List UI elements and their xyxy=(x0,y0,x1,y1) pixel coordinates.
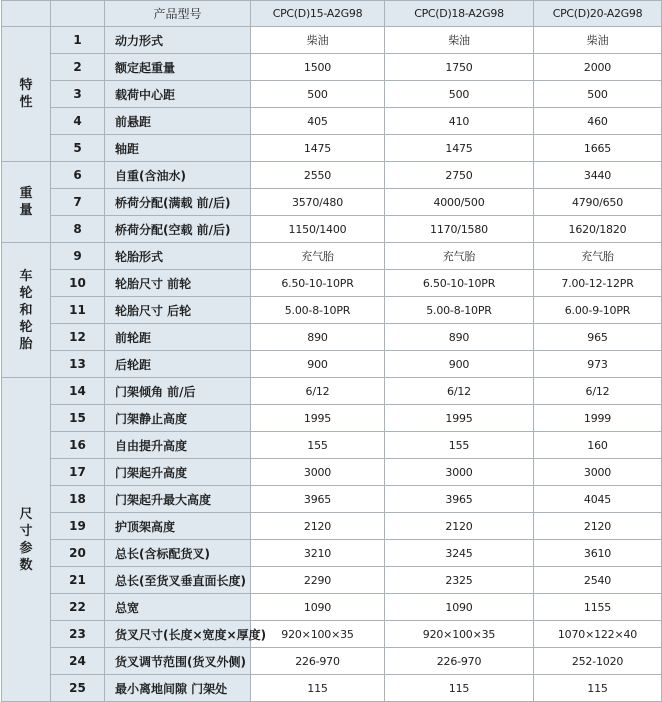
item-label: 轴距 xyxy=(105,135,251,162)
value-cell-model-2: 2750 xyxy=(385,162,534,189)
value-cell-model-1: 6/12 xyxy=(251,378,385,405)
value-cell-model-1: 920×100×35 xyxy=(251,621,385,648)
value-cell-model-1: 115 xyxy=(251,675,385,702)
category-cell xyxy=(2,378,51,702)
row-number: 3 xyxy=(51,81,105,108)
item-label: 轮胎尺寸 前轮 xyxy=(105,270,251,297)
item-label: 动力形式 xyxy=(105,27,251,54)
item-label: 后轮距 xyxy=(105,351,251,378)
value-cell-model-2: 115 xyxy=(385,675,534,702)
value-cell-model-3: 1620/1820 xyxy=(534,216,662,243)
spec-table xyxy=(1,0,662,702)
item-label: 总长(至货叉垂直面长度) xyxy=(105,567,251,594)
value-cell-model-2: 920×100×35 xyxy=(385,621,534,648)
row-number: 13 xyxy=(51,351,105,378)
value-cell-model-1: 500 xyxy=(251,81,385,108)
header-number-cell xyxy=(51,1,105,27)
table-row xyxy=(2,378,662,405)
value-cell-model-3: 3000 xyxy=(534,459,662,486)
value-cell-model-3: 2540 xyxy=(534,567,662,594)
value-cell-model-2: 155 xyxy=(385,432,534,459)
value-cell-model-2: 1995 xyxy=(385,405,534,432)
value-cell-model-1: 2120 xyxy=(251,513,385,540)
value-cell-model-2: 890 xyxy=(385,324,534,351)
row-number: 2 xyxy=(51,54,105,81)
value-cell-model-1: 3000 xyxy=(251,459,385,486)
row-number: 5 xyxy=(51,135,105,162)
item-label: 护顶架高度 xyxy=(105,513,251,540)
value-cell-model-2: 1475 xyxy=(385,135,534,162)
value-cell-model-1: 3965 xyxy=(251,486,385,513)
table-row xyxy=(2,513,662,540)
table-row xyxy=(2,270,662,297)
value-cell-model-2: 柴油 xyxy=(385,27,534,54)
table-row xyxy=(2,135,662,162)
row-number: 4 xyxy=(51,108,105,135)
table-row xyxy=(2,594,662,621)
item-label: 总宽 xyxy=(105,594,251,621)
category-label: 尺寸参数 xyxy=(19,506,33,573)
row-number: 17 xyxy=(51,459,105,486)
item-label: 轮胎尺寸 后轮 xyxy=(105,297,251,324)
value-cell-model-1: 155 xyxy=(251,432,385,459)
row-number: 21 xyxy=(51,567,105,594)
category-label: 车轮和轮胎 xyxy=(19,268,33,352)
value-cell-model-3: 973 xyxy=(534,351,662,378)
item-label: 额定起重量 xyxy=(105,54,251,81)
value-cell-model-3: 6.00-9-10PR xyxy=(534,297,662,324)
item-label: 货叉尺寸(长度×宽度×厚度) xyxy=(105,621,251,648)
value-cell-model-3: 充气胎 xyxy=(534,243,662,270)
value-cell-model-2: 1750 xyxy=(385,54,534,81)
table-row xyxy=(2,243,662,270)
item-label: 轮胎形式 xyxy=(105,243,251,270)
row-number: 22 xyxy=(51,594,105,621)
value-cell-model-3: 160 xyxy=(534,432,662,459)
category-cell xyxy=(2,243,51,378)
value-cell-model-3: 3610 xyxy=(534,540,662,567)
value-cell-model-2: 充气胎 xyxy=(385,243,534,270)
item-label: 门架倾角 前/后 xyxy=(105,378,251,405)
item-label: 货叉调节范围(货叉外侧) xyxy=(105,648,251,675)
table-row xyxy=(2,351,662,378)
value-cell-model-2: 226-970 xyxy=(385,648,534,675)
value-cell-model-2: 5.00-8-10PR xyxy=(385,297,534,324)
value-cell-model-3: 965 xyxy=(534,324,662,351)
value-cell-model-1: 5.00-8-10PR xyxy=(251,297,385,324)
item-label: 桥荷分配(空载 前/后) xyxy=(105,216,251,243)
table-row xyxy=(2,216,662,243)
row-number: 16 xyxy=(51,432,105,459)
header-model-2: CPC(D)18-A2G98 xyxy=(385,1,534,27)
value-cell-model-1: 1995 xyxy=(251,405,385,432)
value-cell-model-1: 2550 xyxy=(251,162,385,189)
table-row xyxy=(2,432,662,459)
table-row xyxy=(2,189,662,216)
category-cell xyxy=(2,27,51,162)
header-model-1: CPC(D)15-A2G98 xyxy=(251,1,385,27)
value-cell-model-1: 1475 xyxy=(251,135,385,162)
item-label: 自由提升高度 xyxy=(105,432,251,459)
value-cell-model-3: 3440 xyxy=(534,162,662,189)
value-cell-model-1: 充气胎 xyxy=(251,243,385,270)
value-cell-model-1: 6.50-10-10PR xyxy=(251,270,385,297)
value-cell-model-2: 1170/1580 xyxy=(385,216,534,243)
row-number: 24 xyxy=(51,648,105,675)
category-label: 特性 xyxy=(19,78,33,110)
table-row xyxy=(2,459,662,486)
row-number: 12 xyxy=(51,324,105,351)
value-cell-model-1: 405 xyxy=(251,108,385,135)
value-cell-model-1: 3570/480 xyxy=(251,189,385,216)
table-row xyxy=(2,648,662,675)
item-label: 门架起升最大高度 xyxy=(105,486,251,513)
table-row xyxy=(2,540,662,567)
table-row xyxy=(2,108,662,135)
table-row xyxy=(2,297,662,324)
value-cell-model-3: 460 xyxy=(534,108,662,135)
header-corner xyxy=(2,1,51,27)
row-number: 8 xyxy=(51,216,105,243)
row-number: 14 xyxy=(51,378,105,405)
row-number: 19 xyxy=(51,513,105,540)
row-number: 25 xyxy=(51,675,105,702)
value-cell-model-3: 6/12 xyxy=(534,378,662,405)
value-cell-model-3: 1665 xyxy=(534,135,662,162)
row-number: 6 xyxy=(51,162,105,189)
item-label: 总长(含标配货叉) xyxy=(105,540,251,567)
value-cell-model-3: 1070×122×40 xyxy=(534,621,662,648)
item-label: 门架静止高度 xyxy=(105,405,251,432)
value-cell-model-1: 1090 xyxy=(251,594,385,621)
value-cell-model-3: 500 xyxy=(534,81,662,108)
value-cell-model-2: 3965 xyxy=(385,486,534,513)
table-row xyxy=(2,54,662,81)
item-label: 自重(含油水) xyxy=(105,162,251,189)
table-row xyxy=(2,81,662,108)
value-cell-model-3: 4045 xyxy=(534,486,662,513)
item-label: 前悬距 xyxy=(105,108,251,135)
value-cell-model-2: 2120 xyxy=(385,513,534,540)
category-cell xyxy=(2,162,51,243)
row-number: 9 xyxy=(51,243,105,270)
table-body xyxy=(2,27,662,702)
value-cell-model-1: 1150/1400 xyxy=(251,216,385,243)
value-cell-model-2: 900 xyxy=(385,351,534,378)
value-cell-model-2: 6.50-10-10PR xyxy=(385,270,534,297)
row-number: 1 xyxy=(51,27,105,54)
item-label: 桥荷分配(满载 前/后) xyxy=(105,189,251,216)
row-number: 18 xyxy=(51,486,105,513)
table-row xyxy=(2,27,662,54)
value-cell-model-3: 柴油 xyxy=(534,27,662,54)
value-cell-model-2: 500 xyxy=(385,81,534,108)
row-number: 7 xyxy=(51,189,105,216)
value-cell-model-1: 890 xyxy=(251,324,385,351)
value-cell-model-3: 4790/650 xyxy=(534,189,662,216)
row-number: 23 xyxy=(51,621,105,648)
item-label: 门架起升高度 xyxy=(105,459,251,486)
value-cell-model-1: 900 xyxy=(251,351,385,378)
value-cell-model-1: 226-970 xyxy=(251,648,385,675)
value-cell-model-3: 2120 xyxy=(534,513,662,540)
value-cell-model-2: 410 xyxy=(385,108,534,135)
value-cell-model-3: 1155 xyxy=(534,594,662,621)
value-cell-model-2: 3245 xyxy=(385,540,534,567)
value-cell-model-2: 6/12 xyxy=(385,378,534,405)
row-number: 10 xyxy=(51,270,105,297)
value-cell-model-3: 252-1020 xyxy=(534,648,662,675)
item-label: 载荷中心距 xyxy=(105,81,251,108)
value-cell-model-3: 115 xyxy=(534,675,662,702)
value-cell-model-2: 3000 xyxy=(385,459,534,486)
value-cell-model-1: 柴油 xyxy=(251,27,385,54)
table-row xyxy=(2,675,662,702)
value-cell-model-1: 1500 xyxy=(251,54,385,81)
table-row xyxy=(2,405,662,432)
value-cell-model-3: 7.00-12-12PR xyxy=(534,270,662,297)
header-label: 产品型号 xyxy=(105,1,251,27)
table-row xyxy=(2,324,662,351)
table-row xyxy=(2,567,662,594)
row-number: 15 xyxy=(51,405,105,432)
category-label: 重量 xyxy=(19,186,33,218)
value-cell-model-2: 2325 xyxy=(385,567,534,594)
value-cell-model-1: 3210 xyxy=(251,540,385,567)
header-model-3: CPC(D)20-A2G98 xyxy=(534,1,662,27)
item-label: 前轮距 xyxy=(105,324,251,351)
item-label: 最小离地间隙 门架处 xyxy=(105,675,251,702)
header-row xyxy=(2,1,662,27)
value-cell-model-3: 1999 xyxy=(534,405,662,432)
row-number: 20 xyxy=(51,540,105,567)
table-row xyxy=(2,162,662,189)
table-row xyxy=(2,486,662,513)
value-cell-model-1: 2290 xyxy=(251,567,385,594)
table-row xyxy=(2,621,662,648)
value-cell-model-2: 1090 xyxy=(385,594,534,621)
value-cell-model-2: 4000/500 xyxy=(385,189,534,216)
value-cell-model-3: 2000 xyxy=(534,54,662,81)
row-number: 11 xyxy=(51,297,105,324)
